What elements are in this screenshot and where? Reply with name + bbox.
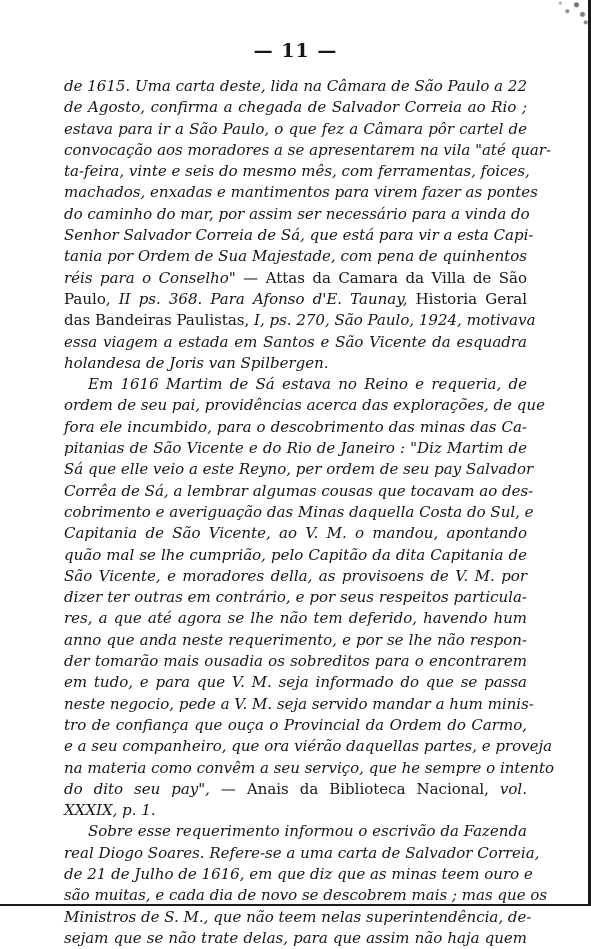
text-run: vol. [499,779,527,798]
text-line: ta-feira, vinte e seis do mesmo mês, com ferramentas, foices, [64,162,530,181]
text-line [64,779,527,800]
text-line: Ministros de S. M., que não teem nelas superintendência, de- [64,907,532,926]
text-line: anno que anda neste requerimento, e por se lhe não respon- [64,630,527,649]
text-line: quão mal se lhe cumprião, pelo Capitão da dita Capitania de [64,545,527,564]
text-line: fora ele incumbido, para o descobrimento das minas das Ca- [64,417,527,436]
text-line: cobrimento e averiguação das Minas daquella Costa do Sul, e [64,502,534,521]
text-line: estava para ir a São Paulo, o que fez a Câmara pôr cartel de [64,119,527,138]
page-number: — 11 — [253,40,338,62]
text-line: Sobre esse requerimento informou o escrivão da Fazenda [88,822,527,841]
text-line: convocação aos moradores a se apresentarem na vila "até quar- [64,140,552,159]
text-line: ordem de seu pai, providências acerca das explorações, de que [64,396,545,415]
text-line: em tudo, e para que V. M. seja informado do que se passa [64,673,527,692]
text-line: Em 1616 Martim de Sá estava no Reino e requeria, de [88,375,527,394]
body-text [64,76,555,949]
text-run: Attas da Camara da Villa de São [265,268,528,287]
text-line: essa viagem a estada em Santos e São Vicente da esquadra [64,332,527,351]
text-line: dizer ter outras em contrário, e por seus respeitos particula- [64,588,527,607]
text-line: XXXIX, p. 1. [64,801,156,820]
text-line: e a seu companheiro, que ora viérão daquellas partes, e proveja [64,737,553,756]
text-run: Historia Geral [415,289,528,308]
text-line: pitanias de São Vicente e do Rio de Janeiro : "Diz Martim de [64,439,527,458]
text-run: das Bandeiras Paulistas, [64,311,255,330]
text-line: Corrêa de Sá, a lembrar algumas cousas que tocavam ao des- [64,481,534,500]
scan-smudge [542,0,588,32]
text-line: der tomarão mais ousadia os sobreditos para o encontrarem [64,652,527,671]
text-run: réis para o Conselho" — [64,268,266,287]
text-line: Senhor Salvador Correia de Sá, que está para vir a esta Capi- [64,226,534,245]
text-line: tro de confiança que ouça o Provincial da Ordem do Carmo, [64,715,527,734]
text-line: res, a que até agora se lhe não tem deferido, havendo hum [64,609,527,628]
text-line [64,268,527,289]
text-run: do dito seu pay", — [64,779,247,798]
text-run: II ps. 368. Para Afonso d'E. Taunay, [118,289,416,308]
text-line: de Agosto, confirma a chegada de Salvador Correia ao Rio ; [64,98,527,117]
text-line: tania por Ordem de Sua Majestade, com pena de quinhentos [64,247,527,266]
text-line: neste negocio, pede a V. M. seja servido mandar a hum minis- [64,694,534,713]
text-line: são muitas, e cada dia de novo se descobrem mais ; mas que os [64,886,548,905]
text-line: Sá que elle veio a este Reyno, per ordem de seu pay Salvador [64,460,534,479]
text-line [64,310,536,331]
text-line: de 1615. Uma carta deste, lida na Câmara de São Paulo a 22 [64,77,527,95]
text-line: sejam que se não trate delas, para que assim não haja quem [64,928,527,947]
text-line: de 21 de Julho de 1616, em que diz que as minas teem ouro e [64,864,533,883]
text-line: na materia como convêm a seu serviço, que he sempre o intento [64,758,555,777]
text-line: Capitania de São Vicente, ao V. M. o mandou, apontando [64,524,527,543]
text-run: I, ps. 270, São Paulo, 1924, motivava [254,311,536,330]
text-line: machados, enxadas e mantimentos para virem fazer as pontes [64,183,538,202]
text-run: Anais da Biblioteca Nacional, [246,779,500,798]
text-line [64,289,527,310]
text-run: Paulo, [64,289,119,308]
text-line: do caminho do mar, por assim ser necessário para a vinda do [64,204,530,223]
text-line: São Vicente, e moradores della, as provisoens de V. M. por [64,566,527,585]
text-line: real Diogo Soares. Refere-se a uma carta de Salvador Correia, [64,843,540,862]
text-line: holandesa de Joris van Spilbergen. [64,353,329,372]
